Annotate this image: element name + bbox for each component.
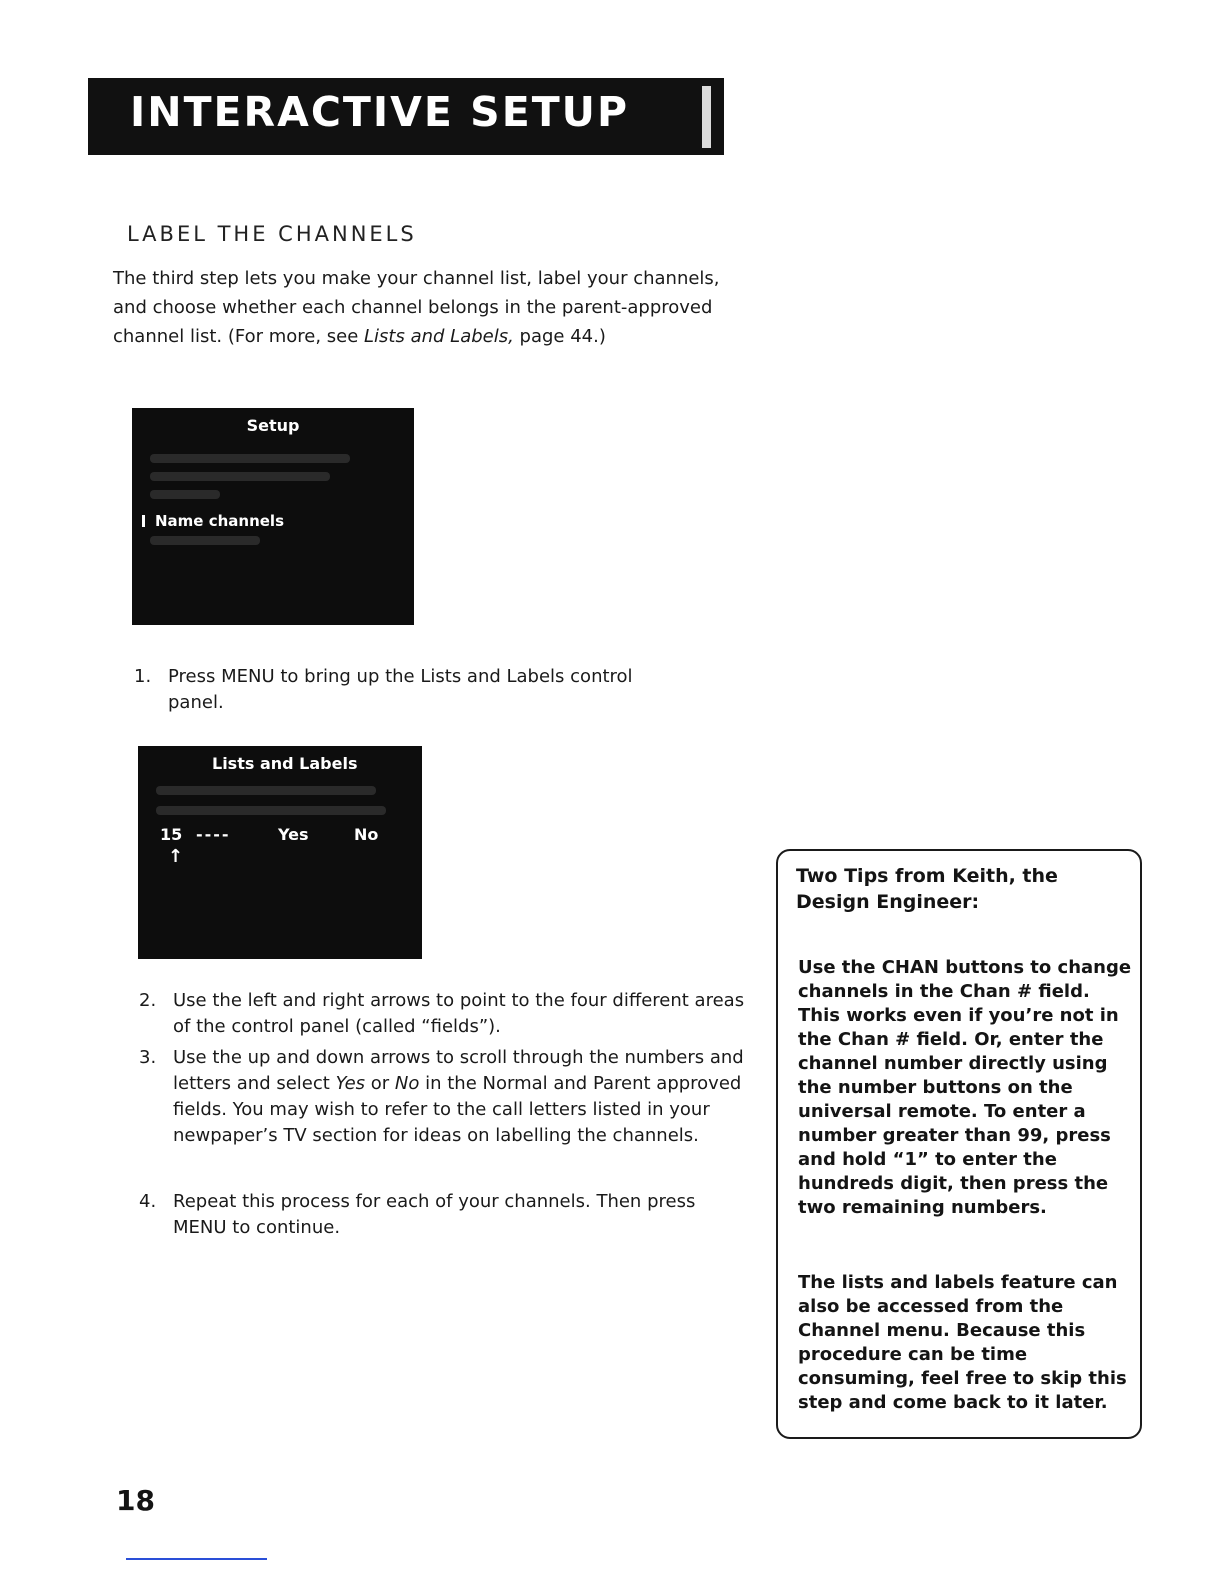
- dimmed-menu-line: [150, 490, 220, 499]
- intro-text-start: The third step lets you make your channel list, label your channels, and choose whether each channel belongs in the parent-approved channel list. (For more, see: [113, 268, 720, 347]
- intro-reference: Lists and Labels,: [364, 326, 514, 347]
- channel-number-field: 15: [160, 825, 183, 844]
- step-number: 4.: [139, 1191, 157, 1212]
- step-text-part: Use the up and down arrows to scroll through the numbers and letters and select: [173, 1047, 744, 1094]
- no-option-term: No: [394, 1073, 420, 1094]
- dimmed-header-line: [156, 786, 376, 795]
- banner-title: INTERACTIVE SETUP: [130, 88, 630, 136]
- page-number: 18: [116, 1484, 155, 1517]
- tips-title: Two Tips from Keith, the Design Engineer:: [796, 865, 1058, 913]
- lists-screen-title: Lists and Labels: [212, 754, 358, 773]
- name-channels-label: Name channels: [155, 512, 284, 530]
- parent-approved-field: No: [354, 825, 379, 844]
- dimmed-menu-line: [150, 472, 330, 481]
- tip-channel-menu: The lists and labels feature can also be accessed from the Channel menu. Because this procedure can be time consuming, feel free to skip this step and come back to it later.: [798, 1272, 1127, 1413]
- step-text: Repeat this process for each of your channels. Then press MENU to continue.: [173, 1191, 696, 1238]
- setup-screen-title: Setup: [246, 416, 300, 435]
- lists-and-labels-screen: [138, 746, 422, 959]
- tip-chan-buttons: Use the CHAN buttons to change channels in the Chan # field. This works even if you’re not in the Chan # field. Or, enter the channel number directly using the number buttons on the universal remote. To enter a number greater than 99, press and hold “1” to enter the hundreds digit, then press the two remaining numbers.: [798, 957, 1132, 1218]
- step-text-part: in the Normal and Parent approved fields. You may wish to refer to the call letters listed in your newpaper’s TV section for ideas on labelling the channels.: [173, 1073, 742, 1146]
- step-number: 3.: [139, 1047, 157, 1068]
- up-arrow-icon: ↑: [168, 846, 184, 867]
- step-text: Use the left and right arrows to point to the four different areas of the control panel (called “fields”).: [173, 990, 745, 1037]
- intro-text-end: page 44.): [513, 326, 606, 347]
- dimmed-header-line: [156, 806, 386, 815]
- dimmed-menu-line: [150, 536, 260, 545]
- normal-list-field: Yes: [278, 825, 309, 844]
- intro-paragraph: [113, 264, 743, 351]
- step-text-part: or: [365, 1073, 395, 1094]
- dimmed-menu-line: [150, 454, 350, 463]
- section-heading: LABEL THE CHANNELS: [127, 222, 417, 246]
- step-number: 1.: [134, 666, 152, 687]
- step-text: [173, 1045, 763, 1149]
- step-text: Press MENU to bring up the Lists and Labels control panel.: [168, 666, 633, 713]
- section-banner: [88, 78, 724, 155]
- footer-rule: [126, 1558, 267, 1560]
- setup-menu-screen: [132, 408, 414, 625]
- menu-selection-marker: [142, 515, 145, 527]
- yes-option-term: Yes: [335, 1073, 366, 1094]
- tips-sidebar: [776, 849, 1142, 1439]
- channel-label-field: ----: [196, 825, 231, 844]
- name-channels-menu-item: [142, 512, 284, 530]
- banner-bar-decoration: [702, 86, 711, 148]
- step-number: 2.: [139, 990, 157, 1011]
